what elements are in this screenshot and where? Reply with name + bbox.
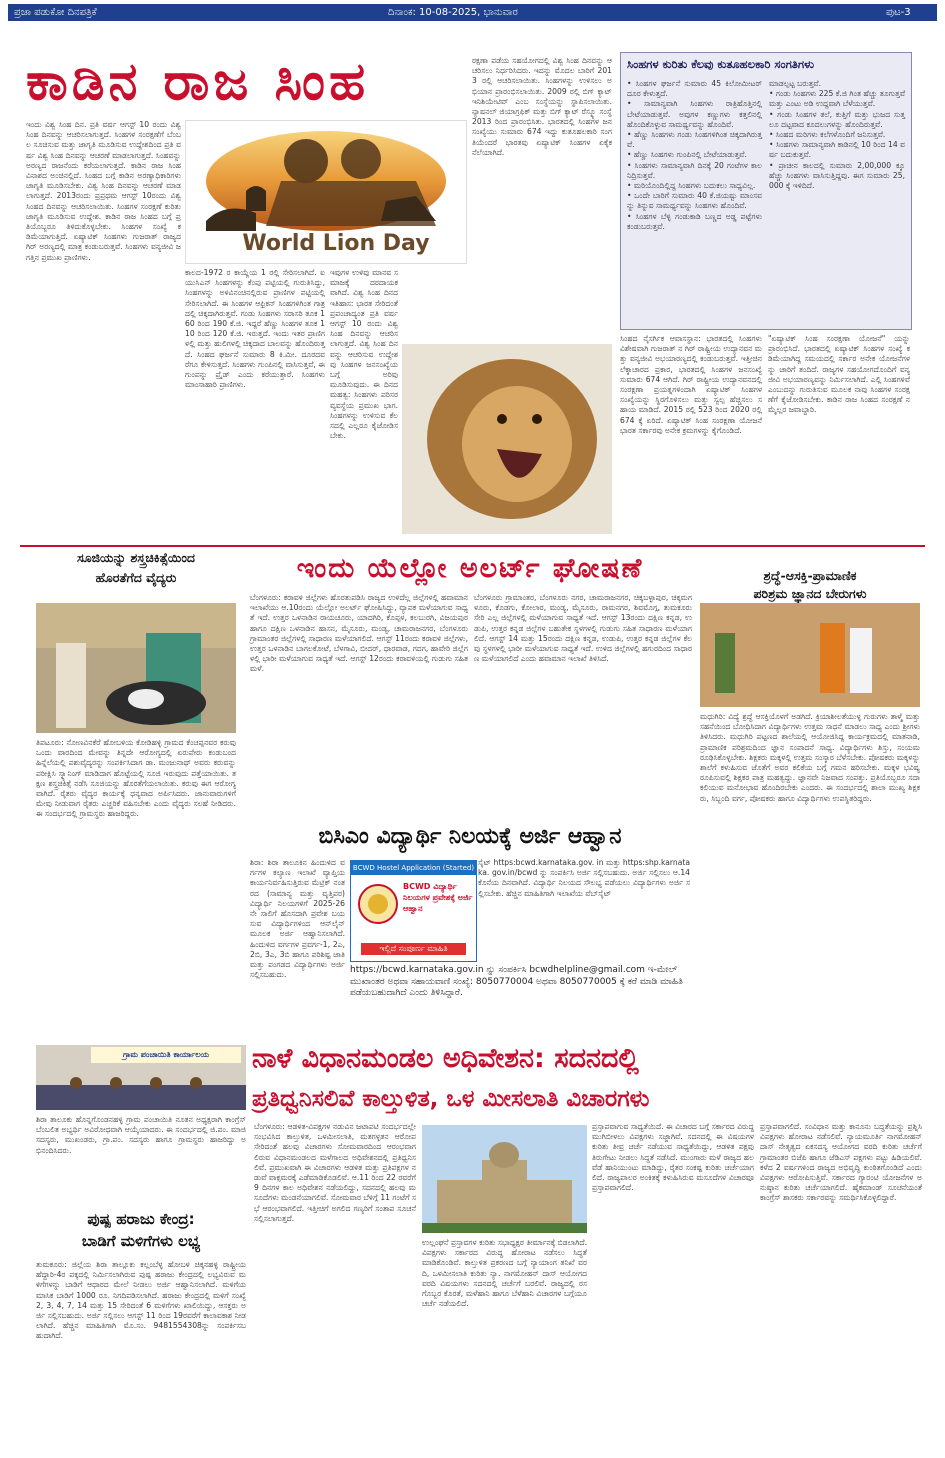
gram-panchayat-photo xyxy=(36,1045,246,1110)
lion-column-3: ಇವುಗಳ ಉಳಿವು ಮಾನವ ಸಮಾಜಕ್ಕೆ ದರದಾಯಕವಾಗಿದೆ. ವಿಶ್ವ ಸಿಂಹ ದಿನದ ಇತಿಹಾಸ: ಭಾರತ ಸೇರಿದಂತೆ ಪ್ರಪಂಚಾದ್ಯಂತ ಪ್ರತಿ ವರ್ಷ ಆಗಸ್ಟ್ 10 ರಂದು ವಿಶ್ವ ಸಿಂಹ ದಿನವನ್ನು ಆಚರಿಸಲಾಗುತ್ತದೆ. ವಿಶ್ವ ಸಿಂಹ ದಿನವನ್ನು ಆಚರಿಸುವ ಉದ್ದೇಶವು ಸಿಂಹಗಳ ಜನಸಂಖ್ಯೆಯ ಬಗ್ಗೆ ಅರಿವು ಮೂಡಿಸುವುದು. ಈ ದಿನದ ಮಹತ್ವ: ಸಿಂಹಗಳು ಪರಿಸರ ವ್ಯವಸ್ಥೆಯ ಪ್ರಮುಖ ಭಾಗ. ಸಿಂಹಗಳನ್ನು ಉಳಿಸುವ ಕೆಲಸದಲ್ಲಿ ಎಲ್ಲರೂ ಕೈಜೋಡಿಸಬೇಕು. xyxy=(330,268,401,441)
vidhana-soudha-photo xyxy=(422,1125,587,1233)
lion-gir-column-1: ಸಿಂಹದ ನೈಸರ್ಗಿಕ ಆವಾಸಸ್ಥಾನ: ಭಾರತದಲ್ಲಿ ಸಿಂಹಗಳು ವಿಶೇಷವಾಗಿ ಗುಜರಾತ್ ನ ಗಿರ್ ರಾಷ್ಟ್ರೀಯ ಉದ್ಯಾನವನ ಮತ್ತು ವನ್ಯಜೀವಿ ಅಭಯಾರಣ್ಯದಲ್ಲಿ ಕಂಡುಬರುತ್ತವೆ. ಇತ್ತೀಚಿನ ಲೆಕ್ಕಾಚಾರದ ಪ್ರಕಾರ, ಭಾರತದಲ್ಲಿ ಸಿಂಹಗಳ ಜನಸಂಖ್ಯೆ ಸುಮಾರು 674 ಆಗಿದೆ. ಗಿರ್ ರಾಷ್ಟ್ರೀಯ ಉದ್ಯಾನವನದಲ್ಲಿ ಸಂರಕ್ಷಣಾ ಪ್ರಯತ್ನಗಳಿಂದಾಗಿ ಏಷ್ಯಾಟಿಕ್ ಸಿಂಹಗಳ ಸಂಖ್ಯೆಯನ್ನು ಸ್ಥಿರಗೊಳಿಸಲು ಮತ್ತು ಸ್ವಲ್ಪ ಹೆಚ್ಚಿಸಲು ಸಹಾಯ ಮಾಡಿದೆ. 2015 ರಲ್ಲಿ 523 ರಿಂದ 2020 ರಲ್ಲಿ 674 ಕ್ಕೆ ಏರಿದೆ. ಏಷ್ಯಾಟಿಕ್ ಸಿಂಹ ಸಂರಕ್ಷಣಾ ಯೋಜನೆ ಭಾರತ ಸರ್ಕಾರವು ಅನೇಕ ಕ್ರಮಗಳನ್ನು ಕೈಗೊಂಡಿದೆ. xyxy=(620,334,765,435)
lion-facts-column-1: • ಸಿಂಹಗಳ ಘರ್ಜನೆ ಸುಮಾರು 45 ಕಿಲೋಮೀಟರ್ ದೂರ ಕೇಳುತ್ತದೆ. • ಸಾಮಾನ್ಯವಾಗಿ ಸಿಂಹಗಳು ರಾತ್ರಿಹೊತ್ತಿನಲ್ಲಿ ಬೇಟೆಯಾಡುತ್ತವೆ. ಅವುಗಳ ಕಣ್ಣುಗಳು ಕತ್ತಲಿನಲ್ಲಿ ಹೊಂದಿಕೊಳ್ಳುವ ಸಾಮರ್ಥ್ಯವನ್ನು ಹೊಂದಿವೆ. • ಹೆಣ್ಣು ಸಿಂಹಗಳು ಗಂಡು ಸಿಂಹಗಳಿಗಿಂತ ಚಿಕ್ಕದಾಗಿರುತ್ತವೆ. • ಹೆಣ್ಣು ಸಿಂಹಗಳು ಗುಂಪಿನಲ್ಲಿ ಬೇಟೆಯಾಡುತ್ತವೆ. • ಸಿಂಹಗಳು ಸಾಮಾನ್ಯವಾಗಿ ದಿನಕ್ಕೆ 20 ಗಂಟೆಗಳ ಕಾಲ ನಿದ್ರಿಸುತ್ತವೆ. • ಮರಿಯೊಂದಿಲ್ಲಿದ್ದ ಸಿಂಹಗಳು ಬದುಕಲು ಸಾಧ್ಯವಿಲ್ಲ. • ಒಂದೇ ಬಾರಿಗೆ ಸುಮಾರು 40 ಕೆ.ಜಿಯಷ್ಟು ಮಾಂಸವನ್ನು ತಿನ್ನುವ ಸಾಮರ್ಥ್ಯವನ್ನು ಸಿಂಹಗಳು ಹೊಂದಿವೆ. • ಸಿಂಹಗಳ ಬೆಳ್ಳಿ ಗಂಡುಕಾಡಿ ಬಣ್ಣದ ಅಡ್ಡ ಪಟ್ಟೆಗಳು ಕಂಡುಬರುತ್ತವೆ. xyxy=(627,79,762,231)
lion-headline: ಕಾಡಿನ ರಾಜ ಸಿಂಹ xyxy=(26,52,370,112)
world-lion-day-caption: World Lion Day xyxy=(242,231,430,256)
yellow-alert-headline: ಇಂದು ಯೆಲ್ಲೋ ಅಲರ್ಟ್ ಘೋಷಣೆ xyxy=(296,553,644,584)
hard-work-headline-line-2: ಪರಿಶ್ರಮ ಜ್ಞಾನದ ಬೇರುಗಳು xyxy=(753,586,867,601)
lion-facts-title: ಸಿಂಹಗಳ ಕುರಿತು ಕೆಲವು ಕುತೂಹಲಕಾರಿ ಸಂಗತಿಗಳು xyxy=(627,57,815,71)
issue-date: ದಿನಾಂಕ: 10-08-2025, ಭಾನುವಾರ xyxy=(388,7,518,18)
roaring-lion-icon xyxy=(402,344,612,534)
group-photo-icon xyxy=(700,603,920,707)
page-number: ಪುಟ-3 xyxy=(886,7,911,18)
session-headline-line-1: ನಾಳೆ ವಿಧಾನಮಂಡಲ ಅಧಿವೇಶನ: ಸದನದಲ್ಲಿ xyxy=(252,1043,639,1074)
government-seal-icon xyxy=(357,883,399,925)
crowd-icon xyxy=(36,1065,246,1110)
doctor-headline-line-1: ಸೂಜಿಯನ್ನು ಶಸ್ತ್ರಚಿಕಿತ್ಸೆಯಿಂದ xyxy=(77,550,195,565)
hard-work-photo xyxy=(700,603,920,707)
lion-column-2: ಕಾಲದ-1972 ರ ಕಾಯ್ದೆಯ 1 ರಲ್ಲಿ ಸೇರಿಸಲಾಗಿದೆ. ಐಯುಸಿಎನ್ ಸಿಂಹಗಳನ್ನು ಕೆಂಪು ಪಟ್ಟಿಯಲ್ಲಿ ಗುರುತಿಸಿದ್ದು, ಸಿಂಹಗಳನ್ನು ಅಳಿವಿನಂಚಿನಲ್ಲಿರುವ ಪ್ರಾಣಿಗಳ ಪಟ್ಟಿಯಲ್ಲಿ ಸೇರಿಸಲಾಗಿದೆ. ಈ ಸಿಂಹಗಳ ಆಫ್ರಿಕನ್ ಸಿಂಹಗಳಿಗಿಂತ ಗಾತ್ರದಲ್ಲಿ ಚಿಕ್ಕದಾಗಿರುತ್ತವೆ. ಗಂಡು ಸಿಂಹಗಳು ಸರಾಸರಿ ತೂಕ 160 ರಿಂದ 190 ಕೆ.ಜಿ. ಇದ್ದರೆ ಹೆಣ್ಣು ಸಿಂಹಗಳ ತೂಕ 110 ರಿಂದ 120 ಕೆ.ಜಿ. ಇರುತ್ತದೆ. ಇಂದು ಇತರ ಪ್ರಾಣಿಗಳಲ್ಲಿ ಮತ್ತು ಹುಲಿಗಳಲ್ಲಿ ಚಿಕ್ಕದಾದ ಬಾಲವನ್ನು ಹೊಂದಿರುತ್ತದೆ. ಸಿಂಹದ ಘರ್ಜನೆ ಸುಮಾರು 8 ಕಿ.ಮೀ. ದೂರದವರೆಗೂ ಕೇಳಿಸುತ್ತದೆ. ಸಿಂಹಗಳು ಗುಂಪಿನಲ್ಲಿ ವಾಸಿಸುತ್ತವೆ, ಈ ಗುಂಪನ್ನು ಪ್ರೈಡ್ ಎಂದು ಕರೆಯುತ್ತಾರೆ. ಸಿಂಹಗಳು ಮಾಂಸಾಹಾರಿ ಪ್ರಾಣಿಗಳು. xyxy=(185,268,328,390)
lion-facts-box xyxy=(620,52,912,330)
session-column-1: ಬೆಂಗಳೂರು: ಆಡಳಿತ-ವಿಪಕ್ಷಗಳ ನಡುವಿನ ಜಟಾಪಟಿ ಸಂದರ್ಭದಲ್ಲೇ ಸಂಭವಿಸಿದ ಕಾಲ್ತುಳಿತ, ಒಳಮೀಸಲಾತಿ, ಮತಗಳ್ಳತನ ಆರೋಪ ಸೇರಿದಂತೆ ಹಲವು ವಿಚಾರಗಳು ಸೋಮವಾರದಿಂದ ಆರಂಭವಾಗಲಿರುವ ವಿಧಾನಮಂಡಲದ ಮಳೆಗಾಲದ ಅಧಿವೇಶನದಲ್ಲಿ ಪ್ರತಿಧ್ವನಿಸಲಿವೆ. ಪ್ರಮುಖವಾಗಿ ಈ ವಿಚಾರಗಳು ಆಡಳಿತ ಮತ್ತು ಪ್ರತಿಪಕ್ಷಗಳ ನಡುವೆ ವಾಕ್ಸಮರಕ್ಕೆ ಎಡೆಮಾಡಿಕೊಡಲಿವೆ. ಆ.11 ರಿಂದ 22 ರವರೆಗೆ 9 ದಿನಗಳ ಕಾಲ ಅಧಿವೇಶನ ನಡೆಯಲಿದ್ದು, ಸದನದಲ್ಲಿ ಹಲವು ಮಸೂದೆಗಳು ಮಂಡನೆಯಾಗಲಿವೆ. ಸೋಮವಾರ ಬೆಳಿಗ್ಗೆ 11 ಗಂಟೆಗೆ ಸಭೆ ಆರಂಭವಾಗಲಿದೆ. ಇತ್ತೀಚಿಗೆ ಅಗಲಿದ ಗಣ್ಯರಿಗೆ ಸಂತಾಪ ಸೂಚನೆ ಸಲ್ಲಿಸಲಾಗುತ್ತದೆ. xyxy=(254,1122,419,1223)
doctor-headline-line-2: ಹೊರತೆಗೆದ ವೈದ್ಯರು xyxy=(95,570,177,585)
lion-column-4: ರಕ್ಷಣಾ ಪಡೆಯ ಸಹಯೋಗದಲ್ಲಿ ವಿಶ್ವ ಸಿಂಹ ದಿನವನ್ನು ಆಚರಿಸಲು ನಿರ್ಧರಿಸಿದರು. ಇದನ್ನು ಮೊದಲ ಬಾರಿಗೆ 2013 ರಲ್ಲಿ ಆಚರಿಸಲಾಯಿತು. ಸಿಂಹಗಳನ್ನು ಉಳಿಸಲು ಅಭಿಯಾನ ಪ್ರಾರಂಭಿಸಲಾಯಿತು. 2009 ರಲ್ಲಿ ಬಿಗ್ ಕ್ಯಾಟ್ ಇನಿಶಿಯೇಟಿವ್ ಎಂಬ ಸಂಸ್ಥೆಯನ್ನು ಸ್ಥಾಪಿಸಲಾಯಿತು. ನ್ಯಾಷನಲ್ ಜಿಯಾಗ್ರಫಿಕ್ ಮತ್ತು ಬಿಗ್ ಕ್ಯಾಟ್ ರೆಸ್ಕ್ಯೂ ಸಂಸ್ಥೆ 2013 ರಿಂದ ಪ್ರಾರಂಭಿಸಿತು. ಭಾರತದಲ್ಲಿ ಸಿಂಹಗಳ ಜನಸಂಖ್ಯೆಯು ಸುಮಾರು 674 ಇದ್ದು ಕುತೂಹಲಕಾರಿ ಸಂಗತಿಯೆಂದರೆ ಭಾರತವು ಏಷ್ಯಾಟಿಕ್ ಸಿಂಹಗಳ ಏಕೈಕ ನೆಲೆಯಾಗಿದೆ. xyxy=(472,56,615,157)
hard-work-headline-line-1: ಶ್ರದ್ಧೆ-ಆಸಕ್ತಿ-ಪ್ರಾಮಾಣಿಕ xyxy=(763,568,857,583)
session-column-2: ಉಲ್ಲಂಘನೆ ಪ್ರಸ್ತಾವಗಳ ಕುರಿತು ಸಭಾಧ್ಯಕ್ಷರ ತೀರ್ಮಾನಕ್ಕೆ ಬಿಡಲಾಗಿದೆ. ವಿಪಕ್ಷಗಳು ಸರ್ಕಾರದ ವಿರುದ್ಧ ಹೋರಾಟ ನಡೆಸಲು ಸಿದ್ಧತೆ ಮಾಡಿಕೊಂಡಿವೆ. ಕಾಲ್ತುಳಿತ ಪ್ರಕರಣದ ಬಗ್ಗೆ ನ್ಯಾಯಾಂಗ ತನಿಖೆ ವರದಿ, ಒಳಮೀಸಲಾತಿ ಕುರಿತು ನ್ಯಾ. ನಾಗಮೋಹನ್ ದಾಸ್ ಆಯೋಗದ ವರದಿ ವಿಷಯಗಳು ಸದನದಲ್ಲಿ ಚರ್ಚೆಗೆ ಬರಲಿವೆ. ರಾಜ್ಯದಲ್ಲಿ ರಸಗೊಬ್ಬರ ಕೊರತೆ, ಮಳೆಹಾನಿ ಹಾಗೂ ಬೆಳೆಹಾನಿ ವಿಚಾರಗಳ ಬಗ್ಗೆಯೂ ಚರ್ಚೆ ನಡೆಯಲಿದೆ. xyxy=(422,1238,590,1309)
panchayat-sign: ಗ್ರಾಮ ಪಂಚಾಯಿತಿ ಕಾರ್ಯಾಲಯ xyxy=(91,1047,241,1063)
yellow-alert-column-1: ಬೆಂಗಳೂರು: ಕರಾವಳಿ ಜಿಲ್ಲೆಗಳು ಹೊರತುಪಡಿಸಿ ರಾಜ್ಯದ ಉಳಿದೆಲ್ಲ ಜಿಲ್ಲೆಗಳಲ್ಲಿ ಹವಾಮಾನ ಇಲಾಖೆಯು ಆ.10ರಂದು ಯೆಲ್ಲೋ ಅಲರ್ಟ್ ಘೋಷಿಸಿದ್ದು, ವ್ಯಾಪಕ ಮಳೆಯಾಗುವ ಸಾಧ್ಯತೆ ಇದೆ. ಉತ್ತರ ಒಳನಾಡಿನ ರಾಯಚೂರು, ಯಾದಗಿರಿ, ಕೊಪ್ಪಳ, ಕಲಬುರಗಿ, ವಿಜಯಪುರ ಹಾಗೂ ದಕ್ಷಿಣ ಒಳನಾಡಿನ ಹಾಸನ, ಮೈಸೂರು, ಮಂಡ್ಯ, ಚಾಮರಾಜನಗರ, ಬೆಂಗಳೂರು ಗ್ರಾಮಾಂತರ ಜಿಲ್ಲೆಗಳಲ್ಲಿ ಸಾಧಾರಣ ಮಳೆಯಾಗಲಿದೆ. ಆಗಸ್ಟ್ 11ರಂದು ಕರಾವಳಿ ಜಿಲ್ಲೆಗಳು, ಉತ್ತರ ಒಳನಾಡಿನ ಬಾಗಲಕೋಟೆ, ಬೆಳಗಾವಿ, ಬೀದರ್, ಧಾರವಾಡ, ಗದಗ, ಹಾವೇರಿ ಜಿಲ್ಲೆಗಳಲ್ಲಿ ಭಾರೀ ಮಳೆಯಾಗುವ ಸಾಧ್ಯತೆ ಇದೆ. ಆಗಸ್ಟ್ 12ರಂದು ಕರಾವಳಿಯಲ್ಲಿ ಗುಡುಗು ಸಹಿತ ಮಳೆ. xyxy=(250,593,471,674)
building-icon xyxy=(422,1125,587,1233)
world-lion-day-graphic xyxy=(185,120,467,264)
bcm-column-1: ಶಿರಾ: ಶಿರಾ ತಾಲೂಕಿನ ಹಿಂದುಳಿದ ವರ್ಗಗಳ ಕಲ್ಯಾಣ ಇಲಾಖೆ ವ್ಯಾಪ್ತಿಯ ಕಾರ್ಯನಿರ್ವಹಿಸುತ್ತಿರುವ ಮೆಟ್ರಿಕ್ ನಂತರದ (ಸಾಮಾನ್ಯ ಮತ್ತು ವೃತ್ತಿಪರ) ವಿದ್ಯಾರ್ಥಿ ನಿಲಯಗಳಿಗೆ 2025-26ನೇ ಸಾಲಿಗೆ ಹೊಸದಾಗಿ ಪ್ರವೇಶ ಬಯಸುವ ವಿದ್ಯಾರ್ಥಿಗಳಿಂದ ಆನ್‌ಲೈನ್ ಮೂಲಕ ಅರ್ಜಿ ಆಹ್ವಾನಿಸಲಾಗಿದೆ. ಹಿಂದುಳಿದ ವರ್ಗಗಳ ಪ್ರವರ್ಗ-1, 2ಎ, 2ಬಿ, 3ಎ, 3ಬಿ ಹಾಗೂ ಪರಿಶಿಷ್ಟ ಜಾತಿ ಮತ್ತು ಪಂಗಡದ ವಿದ್ಯಾರ್ಥಿಗಳು ಅರ್ಜಿ ಸಲ್ಲಿಸಬಹುದು. xyxy=(250,858,348,980)
cow-doctor-photo xyxy=(36,603,236,733)
session-column-3: ಪ್ರಸ್ತಾಪವಾಗುವ ಸಾಧ್ಯತೆಯಿದೆ. ಈ ವಿಚಾರದ ಬಗ್ಗೆ ಸರ್ಕಾರದ ವಿರುದ್ಧ ಮುಗಿಬೀಳಲು ವಿಪಕ್ಷಗಳು ಸಜ್ಜಾಗಿವೆ. ಸದನದಲ್ಲಿ ಈ ವಿಷಯಗಳ ಕುರಿತು ತೀವ್ರ ಚರ್ಚೆ ನಡೆಯುವ ಸಾಧ್ಯತೆಯಿದ್ದು, ಆಡಳಿತ ಪಕ್ಷವು ತಿರುಗೇಟು ನೀಡಲು ಸಿದ್ಧತೆ ನಡೆಸಿದೆ. ಮುಂಗಾರು ಮಳೆ ರಾಜ್ಯದ ಹಲವೆಡೆ ಹಾನಿಯುಂಟು ಮಾಡಿದ್ದು, ರೈತರ ಸಂಕಷ್ಟ ಕುರಿತು ಚರ್ಚೆಯಾಗಲಿದೆ. ರಾಜ್ಯಪಾಲರ ಅಂಕಿತಕ್ಕೆ ಕಳುಹಿಸಿರುವ ಮಸೂದೆಗಳ ವಿಚಾರವೂ ಪ್ರಸ್ತಾಪವಾಗಲಿದೆ. xyxy=(592,1122,757,1193)
flower-headline-line-2: ಬಾಡಿಗೆ ಮಳಿಗೆಗಳು ಲಭ್ಯ xyxy=(81,1232,201,1250)
yellow-alert-column-2: ಬೆಂಗಳೂರು ಗ್ರಾಮಾಂತರ, ಬೆಂಗಳೂರು ನಗರ, ಚಾಮರಾಜನಗರ, ಚಿಕ್ಕಬಳ್ಳಾಪುರ, ಚಿಕ್ಕಮಗಳೂರು, ಕೊಡಗು, ಕೋಲಾರ, ಮಂಡ್ಯ, ಮೈಸೂರು, ರಾಮನಗರ, ಶಿವಮೊಗ್ಗ, ತುಮಕೂರು ಸೇರಿ ಎಲ್ಲ ಜಿಲ್ಲೆಗಳಲ್ಲಿ ಮಳೆಯಾಗುವ ಸಾಧ್ಯತೆ ಇದೆ. ಆಗಸ್ಟ್ 13ರಂದು ದಕ್ಷಿಣ ಕನ್ನಡ, ಉಡುಪಿ, ಉತ್ತರ ಕನ್ನಡ ಜಿಲ್ಲೆಗಳ ಬಹುತೇಕ ಸ್ಥಳಗಳಲ್ಲಿ ಗುಡುಗು ಸಹಿತ ಸಾಧಾರಣ ಮಳೆಯಾಗಲಿದೆ. ಆಗಸ್ಟ್ 14 ಮತ್ತು 15ರಂದು ದಕ್ಷಿಣ ಕನ್ನಡ, ಉಡುಪಿ, ಉತ್ತರ ಕನ್ನಡ ಜಿಲ್ಲೆಗಳ ಕೆಲವು ಸ್ಥಳಗಳಲ್ಲಿ ಭಾರೀ ಮಳೆಯಾಗುವ ಸಾಧ್ಯತೆ ಇದೆ. ಉಳಿದ ಜಿಲ್ಲೆಗಳಲ್ಲಿ ಹಗುರದಿಂದ ಸಾಧಾರಣ ಮಳೆಯಾಗಲಿದೆ ಎಂದು ಹವಾಮಾನ ಇಲಾಖೆ ತಿಳಿಸಿದೆ. xyxy=(474,593,695,664)
roaring-lion-photo xyxy=(402,344,612,534)
lion-column-1: ಇಂದು ವಿಶ್ವ ಸಿಂಹ ದಿನ. ಪ್ರತಿ ವರ್ಷ ಆಗಸ್ಟ್ 10 ರಂದು ವಿಶ್ವ ಸಿಂಹ ದಿನವನ್ನು ಆಚರಿಸಲಾಗುತ್ತದೆ. ಸಿಂಹಗಳ ಸಂರಕ್ಷಣೆಗೆ ಬೆಂಬಲ ಸೂಚಿಸುವ ಮತ್ತು ಜಾಗೃತಿ ಮೂಡಿಸುವ ಉದ್ದೇಶದಿಂದ ಪ್ರತಿ ವರ್ಷ ವಿಶ್ವ ಸಿಂಹ ದಿನವನ್ನು ಆಚರಣೆ ಮಾಡಲಾಗುತ್ತದೆ. ಸಿಂಹವನ್ನು ಅರಣ್ಯದ ರಾಜನೆಂದು ಕರೆಯಲಾಗುತ್ತದೆ. ಕಾಡಿನ ರಾಜ ಸಿಂಹ ವಿನಾಶದ ಅಂಚಿನಲ್ಲಿದೆ. ಸಿಂಹದ ಬಗ್ಗೆ ಕಾಡಿನ ಅರಣ್ಯಾಧಿಕಾರಿಗಳು ಜಾಗೃತಿ ಮೂಡಿಸಬೇಕು. ವಿಶ್ವ ಸಿಂಹ ದಿನವನ್ನು ಆಚರಣೆ ಮಾಡಲಾಗುತ್ತದೆ. 2013ರಂದು ಪ್ರಪ್ರಥಮ ಆಗಸ್ಟ್ 10ರಂದು ವಿಶ್ವ ಸಿಂಹದ ದಿನವನ್ನು ಆಚರಿಸಲಾಯಿತು. ಸಿಂಹಗಳ ಸಂರಕ್ಷಣೆ ಕುರಿತು ಜಾಗೃತಿ ಮೂಡಿಸುವ ಉದ್ದೇಶ. ಕಾಡಿನ ರಾಜ ಸಿಂಹದ ಬಗ್ಗೆ ಪ್ರತಿಯೊಬ್ಬರೂ ತಿಳಿದುಕೊಳ್ಳಬೇಕು. ಸಿಂಹಗಳ ಸಂಖ್ಯೆ ಕಡಿಮೆಯಾಗುತ್ತಿದೆ. ಏಷ್ಯಾಟಿಕ್ ಸಿಂಹಗಳು ಗುಜರಾತ್ ರಾಜ್ಯದ ಗಿರ್ ಅರಣ್ಯದಲ್ಲಿ ಮಾತ್ರ ಕಂಡುಬರುತ್ತವೆ. ಸಿಂಹಗಳು ವನ್ಯಜೀವಿ ಜಗತ್ತಿನ ಪ್ರಮುಖ ಪ್ರಾಣಿಗಳು. xyxy=(26,120,184,262)
bcm-headline: ಬಿಸಿಎಂ ವಿದ್ಯಾರ್ಥಿ ನಿಲಯಕ್ಕೆ ಅರ್ಜಿ ಆಹ್ವಾನ xyxy=(318,824,622,849)
section-divider xyxy=(20,545,925,547)
bcwd-poster-title: BCWD ವಿದ್ಯಾರ್ಥಿ ನಿಲಯಗಳ ಪ್ರವೇಶಕ್ಕೆ ಅರ್ಜಿ ಆಹ್ವಾನ xyxy=(403,882,473,913)
bcwd-poster-footer: ಇಲ್ಲಿದೆ ಸಂಪೂರ್ಣ ಮಾಹಿತಿ xyxy=(361,943,466,955)
cow-photo-icon xyxy=(36,603,236,733)
flower-article-body: ತುಮಕೂರು: ಜಿಲ್ಲೆಯ ಶಿರಾ ತಾಲ್ಲೂಕು ಕಲ್ಲಂಬೆಳ್ಳ ಹೋಬಳಿ ಚಿಕ್ಕನಹಳ್ಳಿ ರಾಷ್ಟ್ರೀಯ ಹೆದ್ದಾರಿ-4ರ ಪಕ್ಕದಲ್ಲಿ ನಿರ್ಮಿಸಲಾಗಿರುವ ಪುಷ್ಪ ಹರಾಜು ಕೇಂದ್ರದಲ್ಲಿ ಲಭ್ಯವಿರುವ ಮಳಿಗೆಗಳನ್ನು ಬಾಡಿಗೆ ಆಧಾರದ ಮೇಲೆ ನೀಡಲು ಅರ್ಜಿ ಆಹ್ವಾನಿಸಲಾಗಿದೆ. ಮಳಿಗೆಯ ಮಾಸಿಕ ಬಾಡಿಗೆ 1000 ರೂ. ನಿಗದಿಪಡಿಸಲಾಗಿದೆ. ಹರಾಜು ಕೇಂದ್ರದಲ್ಲಿ ಮಳಿಗೆ ಸಂಖ್ಯೆ 2, 3, 4, 7, 14 ಮತ್ತು 15 ಸೇರಿದಂತೆ 6 ಮಳಿಗೆಗಳು ಖಾಲಿಯಿದ್ದು, ಆಸಕ್ತರು ಅರ್ಜಿ ಸಲ್ಲಿಸಬಹುದು. ಅರ್ಜಿ ಸಲ್ಲಿಸಲು ಆಗಸ್ಟ್ 11 ರಿಂದ 19ರವರೆಗೆ ಕಾಲಾವಕಾಶ ನೀಡಲಾಗಿದೆ. ಹೆಚ್ಚಿನ ಮಾಹಿತಿಗಾಗಿ ಮೊ.ಸಂ. 9481554308ನ್ನು ಸಂಪರ್ಕಿಸಬಹುದಾಗಿದೆ. xyxy=(36,1260,249,1341)
flower-headline-line-1: ಪುಷ್ಪ ಹರಾಜು ಕೇಂದ್ರ: xyxy=(87,1210,195,1228)
top-bar xyxy=(8,4,937,21)
paper-name: ಪ್ರಜಾ ಪಡುಕೋ ದಿನಪತ್ರಿಕೆ xyxy=(14,7,97,18)
lion-facts-column-2: ಮಾಡಲ್ಪಟ್ಟ ಬರುತ್ತವೆ. • ಗಂಡು ಸಿಂಹಗಳು 225 ಕೆ.ಜಿ ಗಿಂತ ಹೆಚ್ಚು ತೂಗುತ್ತವೆ ಮತ್ತು ಎಂಟು ಅಡಿ ಉದ್ದವಾಗಿ ಬೆಳೆಯುತ್ತವೆ. • ಗಂಡು ಸಿಂಹಗಳ ತಲೆ, ಕುತ್ತಿಗೆ ಮತ್ತು ಭುಜದ ಸುತ್ತಲೂ ದಟ್ಟವಾದ ಕೂದಲುಗಳನ್ನು ಹೊಂದಿರುತ್ತವೆ. • ಸಿಂಹದ ಮರಿಗಳು ಕಲೆಗಳೊಂದಿಗೆ ಜನಿಸುತ್ತವೆ. • ಸಿಂಹಗಳು ಸಾಮಾನ್ಯವಾಗಿ ಕಾಡಿನಲ್ಲಿ 10 ರಿಂದ 14 ವರ್ಷ ಬದುಕುತ್ತವೆ. • ಪ್ರಾಚೀನ ಕಾಲದಲ್ಲಿ ಸುಮಾರು 2,00,000 ಕ್ಕೂ ಹೆಚ್ಚು ಸಿಂಹಗಳು ವಾಸಿಸುತ್ತಿದ್ದವು. ಈಗ ಸುಮಾರು 25,000 ಕ್ಕೆ ಇಳಿದಿದೆ. xyxy=(769,79,905,191)
lion-gir-column-2: "ಏಷ್ಯಾಟಿಕ್ ಸಿಂಹ ಸಂರಕ್ಷಣಾ ಯೋಜನೆ" ಯನ್ನು ಪ್ರಾರಂಭಿಸಿದೆ. ಭಾರತದಲ್ಲಿ ಏಷ್ಯಾಟಿಕ್ ಸಿಂಹಗಳ ಸಂಖ್ಯೆ ಕಡಿಮೆಯಾಗಿದ್ದ ಸಮಯದಲ್ಲಿ ಸರ್ಕಾರ ಅನೇಕ ಯೋಜನೆಗಳನ್ನು ಜಾರಿಗೆ ತಂದಿದೆ. ರಾಜ್ಯಗಳ ಸಹಯೋಗದೊಂದಿಗೆ ವನ್ಯಜೀವಿ ಅಭಯಾರಣ್ಯವನ್ನು ನಿರ್ಮಿಸಲಾಗಿದೆ. ಎಲ್ಲಿ ಸಿಂಹಗಳಿವೆ ಎಂಬುದನ್ನು ಗುರುತಿಸುವ ಮೂಲಕ ನಾವು ಸಿಂಹಗಳ ಸಂರಕ್ಷಣೆಗೆ ಕೈಜೋಡಿಸಬೇಕು. ಕಾಡಿನ ರಾಜ ಸಿಂಹದ ಸಂರಕ್ಷಣೆ ನಮ್ಮೆಲ್ಲರ ಜವಾಬ್ದಾರಿ. xyxy=(768,334,913,415)
bcm-column-2: ಸೈಟ್ https:bcwd.karnataka.gov. in ಮತ್ತು https:shp.karnataka. gov.in/bcwd ನ್ನು ಸಂಪರ್ಕಿಸಿ ಅರ್ಜಿ ಸಲ್ಲಿಸಬಹುದು. ಅರ್ಜಿ ಸಲ್ಲಿಸಲು ಆ.14 ಕೊನೆಯ ದಿನವಾಗಿದೆ. ವಿದ್ಯಾರ್ಥಿ ನಿಲಯದ ಸೌಲಭ್ಯ ಪಡೆಯಲು ವಿದ್ಯಾರ್ಥಿಗಳು ಅರ್ಜಿ ಸಲ್ಲಿಸಬೇಕು. ಹೆಚ್ಚಿನ ಮಾಹಿತಿಗಾಗಿ ಇಲಾಖೆಯ ವೆಬ್‌ಸೈಟ್ xyxy=(478,858,693,898)
bcm-contact: https://bcwd.karnataka.gov.in ನ್ನು ಸಂಪರ್ಕಿಸಿ bcwdhelpline@gmail.com ಇ-ಮೇಲ್ ಮುಖಾಂತರ ಅಥವಾ ಸಹಾಯವಾಣಿ ಸಂಖ್ಯೆ: 8050770004 ಅಥವಾ 8050770005 ಕ್ಕೆ ಕರೆ ಮಾಡಿ ಮಾಹಿತಿ ಪಡೆಯಬಹುದಾಗಿದೆ ಎಂದು ತಿಳಿಸಿದ್ದಾರೆ. xyxy=(350,965,683,998)
bcwd-poster xyxy=(350,860,477,962)
panchayat-caption: ಶಿರಾ ತಾಲೂಕು ಹೊನ್ನಗೊಂಡನಹಳ್ಳಿ ಗ್ರಾಮ ಪಂಚಾಯಿತಿ ನೂತನ ಅಧ್ಯಕ್ಷರಾಗಿ ಕಾಂಗ್ರೆಸ್ ಬೆಂಬಲಿತ ಅಭ್ಯರ್ಥಿ ಅವಿರೋಧವಾಗಿ ಆಯ್ಕೆಯಾದರು. ಈ ಸಂದರ್ಭದಲ್ಲಿ ಜಿ.ಪಂ. ಮಾಜಿ ಸದಸ್ಯರು, ಮುಖಂಡರು, ಗ್ರಾ.ಪಂ. ಸದಸ್ಯರು ಹಾಗೂ ಗ್ರಾಮಸ್ಥರು ಹಾಜರಿದ್ದು ಅಭಿನಂದಿಸಿದರು. xyxy=(36,1115,249,1155)
hard-work-body: ಮಧುಗಿರಿ: ವಿದ್ಯೆ ಶ್ರದ್ಧೆ ಆಸಕ್ತಿಯೊಳಗೆ ಅಡಗಿದೆ. ಕ್ರಿಯಾಶೀಲತೆಯುಳ್ಳ ಗುರುಗಳು ತಾಳ್ಮೆ ಮತ್ತು ಸಹನೆಯಿಂದ ಬೋಧಿಸಿದಾಗ ವಿದ್ಯಾರ್ಥಿಗಳು ಉತ್ತಮ ಸಾಧನೆ ಮಾಡಲು ಸಾಧ್ಯ ಎಂದು ಶ್ರೀಗಳು ತಿಳಿಸಿದರು. ಮಧುಗಿರಿ ಪಟ್ಟಣದ ಶಾಲೆಯಲ್ಲಿ ಆಯೋಜಿಸಿದ್ದ ಕಾರ್ಯಕ್ರಮದಲ್ಲಿ ಮಾತನಾಡಿ, ಪ್ರಾಮಾಣಿಕ ಪರಿಶ್ರಮದಿಂದ ಜ್ಞಾನ ಸಂಪಾದನೆ ಸಾಧ್ಯ. ವಿದ್ಯಾರ್ಥಿಗಳು ಶಿಸ್ತು, ಸಂಯಮ ರೂಢಿಸಿಕೊಳ್ಳಬೇಕು. ಶಿಕ್ಷಕರು ಮಕ್ಕಳಲ್ಲಿ ಉತ್ತಮ ಸಂಸ್ಕಾರ ಬೆಳೆಸಬೇಕು. ಪೋಷಕರು ಮಕ್ಕಳನ್ನು ಶಾಲೆಗೆ ಕಳುಹಿಸುವ ಜೊತೆಗೆ ಅವರ ಕಲಿಕೆಯ ಬಗ್ಗೆ ಗಮನ ಹರಿಸಬೇಕು. ಮಕ್ಕಳ ಭವಿಷ್ಯ ರೂಪಿಸುವಲ್ಲಿ ಶಿಕ್ಷಕರ ಪಾತ್ರ ಮಹತ್ವದ್ದು. ಜ್ಞಾನವೇ ನಿಜವಾದ ಸಂಪತ್ತು. ಪ್ರತಿಯೊಬ್ಬರೂ ಸದಾ ಕಲಿಯುವ ಮನೋಭಾವ ಹೊಂದಿರಬೇಕು ಎಂದರು. ಈ ಸಂದರ್ಭದಲ್ಲಿ ಶಾಲಾ ಮುಖ್ಯ ಶಿಕ್ಷಕರು, ಸಿಬ್ಬಂದಿ ವರ್ಗ, ಪೋಷಕರು ಹಾಗೂ ವಿದ್ಯಾರ್ಥಿಗಳು ಉಪಸ್ಥಿತರಿದ್ದರು. xyxy=(700,712,923,803)
session-headline-line-2: ಪ್ರತಿಧ್ವನಿಸಲಿವೆ ಕಾಲ್ತುಳಿತ, ಒಳ ಮೀಸಲಾತಿ ವಿಚಾರಗಳು xyxy=(252,1086,650,1112)
bcwd-poster-banner: BCWD Hostel Application (Started) xyxy=(351,861,476,875)
doctor-article-body: ತಿಪಟೂರು: ನೋಣವಿನಕೆರೆ ಹೋಬಳಿಯ ಕೋಡಿಹಳ್ಳಿ ಗ್ರಾಮದ ಕೆಂಚಪ್ಪನವರ ಕರುವು ಒಂದು ವಾರದಿಂದ ಮೇವನ್ನು ತಿನ್ನದೇ ಆರೋಗ್ಯದಲ್ಲಿ ಏರುಪೇರು ಕಂಡುಬಂದ ಹಿನ್ನೆಲೆಯಲ್ಲಿ ಪಶುವೈದ್ಯರನ್ನು ಸಂಪರ್ಕಿಸಿದಾಗ ಡಾ. ಮಂಜುನಾಥ್ ಅವರು ಕರುವನ್ನು ಪರೀಕ್ಷಿಸಿ ಸ್ಕ್ಯಾನಿಂಗ್ ಮಾಡಿದಾಗ ಹೊಟ್ಟೆಯಲ್ಲಿ ಸೂಜಿ ಇರುವುದು ಪತ್ತೆಯಾಯಿತು. ತಕ್ಷಣ ಶಸ್ತ್ರಚಿಕಿತ್ಸೆ ನಡೆಸಿ ಸೂಜಿಯನ್ನು ಹೊರತೆಗೆಯಲಾಯಿತು. ಕರುವು ಈಗ ಆರೋಗ್ಯವಾಗಿದೆ. ರೈತರು ವೈದ್ಯರ ಕಾರ್ಯಕ್ಕೆ ಧನ್ಯವಾದ ಅರ್ಪಿಸಿದರು. ಜಾನುವಾರುಗಳಿಗೆ ಮೇವು ನೀಡುವಾಗ ರೈತರು ಎಚ್ಚರಿಕೆ ವಹಿಸಬೇಕು ಎಂದು ವೈದ್ಯರು ಸಲಹೆ ನೀಡಿದರು. ಈ ಸಂದರ್ಭದಲ್ಲಿ ಗ್ರಾಮಸ್ಥರು ಹಾಜರಿದ್ದರು. xyxy=(36,738,239,819)
session-column-4: ಪ್ರಸ್ತಾಪವಾಗಲಿದೆ. ಸಂವಿಧಾನ ಮತ್ತು ಕಾನೂನು ಬದ್ಧತೆಯನ್ನು ಪ್ರಶ್ನಿಸಿ ವಿಪಕ್ಷಗಳು ಹೋರಾಟ ನಡೆಸಲಿವೆ. ನ್ಯಾಯಮೂರ್ತಿ ನಾಗಮೋಹನ್ ದಾಸ್ ನೇತೃತ್ವದ ಏಕಸದಸ್ಯ ಆಯೋಗದ ವರದಿ ಕುರಿತು ಚರ್ಚೆಗೆ ಗ್ರಾಮಾಂತರ ಬಿಜೆಪಿ ಹಾಗೂ ಜೆಡಿಎಸ್ ಪಕ್ಷಗಳು ಪಟ್ಟು ಹಿಡಿಯಲಿವೆ. ಕಳೆದ 2 ವರ್ಷಗಳಿಂದ ರಾಜ್ಯದ ಅಭಿವೃದ್ಧಿ ಕುಂಠಿತಗೊಂಡಿದೆ ಎಂದು ವಿಪಕ್ಷಗಳು ಆರೋಪಿಸುತ್ತಿವೆ. ಸರ್ಕಾರದ ಗ್ಯಾರಂಟಿ ಯೋಜನೆಗಳ ಅನುಷ್ಠಾನ ಕುರಿತು ಚರ್ಚೆಯಾಗಲಿದೆ. ಹೈಕಮಾಂಡ್ ಸೂಚನೆಯಂತೆ ಕಾಂಗ್ರೆಸ್ ಶಾಸಕರು ಸರ್ಕಾರವನ್ನು ಸಮರ್ಥಿಸಿಕೊಳ್ಳಲಿದ್ದಾರೆ. xyxy=(760,1122,925,1203)
